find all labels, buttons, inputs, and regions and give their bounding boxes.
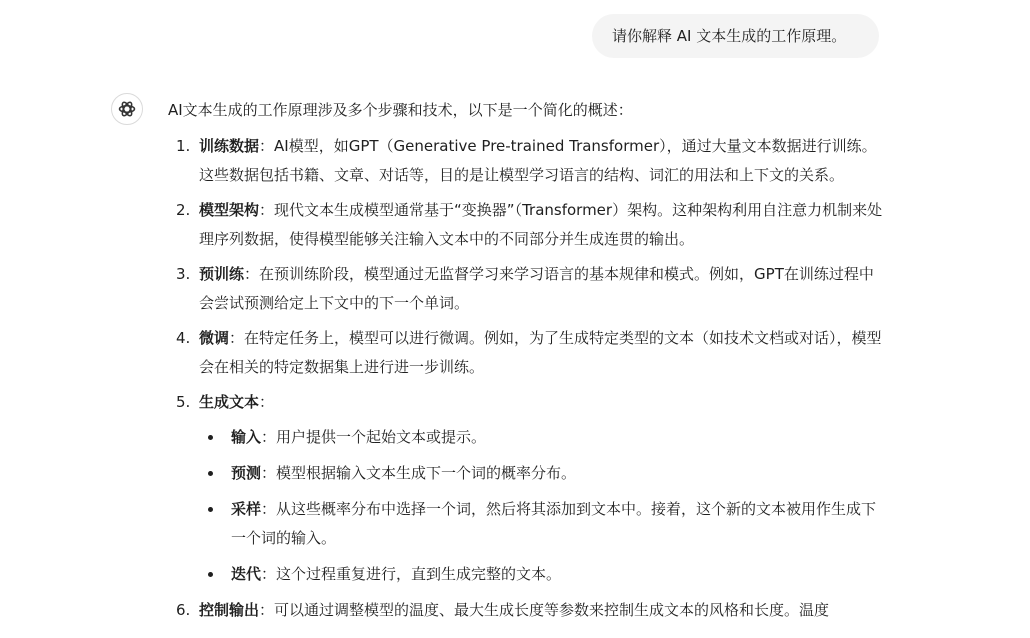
step-sep: ：: [259, 601, 275, 619]
step-number: 6.: [176, 601, 191, 619]
step-text: 可以通过调整模型的温度、最大生成长度等参数来控制生成文本的风格和长度。温度: [274, 601, 830, 619]
step-sep: ：: [244, 265, 260, 283]
sub-text: 从这些概率分布中选择一个词，然后将其添加到文本中。接着，这个新的文本被用作生成下一个词的输入。: [231, 500, 877, 547]
step-text: 在预训练阶段，模型通过无监督学习来学习语言的基本规律和模式。例如，GPT在训练过程中会尝试预测给定上下文中的下一个单词。: [199, 265, 874, 312]
list-item: [168, 596, 888, 625]
openai-logo-icon: [117, 99, 137, 119]
list-item: [168, 132, 888, 190]
sub-term: 迭代: [231, 565, 262, 583]
sub-sep: ：: [261, 565, 277, 583]
step-sep: ：: [259, 393, 275, 411]
sub-steps-list: [199, 423, 888, 589]
step-number: 4.: [176, 329, 191, 347]
step-text: 在特定任务上，模型可以进行微调。例如，为了生成特定类型的文本（如技术文档或对话），模型会在相关的特定数据集上进行进一步训练。: [199, 329, 882, 376]
sub-list-item: [199, 495, 888, 553]
step-term: 控制输出: [199, 601, 260, 619]
sub-term: 预测: [231, 464, 262, 482]
step-term: 生成文本: [199, 393, 260, 411]
sub-term: 输入: [231, 428, 262, 446]
step-number: 3.: [176, 265, 191, 283]
step-term: 模型架构: [199, 201, 260, 219]
sub-term: 采样: [231, 500, 262, 518]
steps-list: [168, 132, 888, 625]
step-number: 1.: [176, 137, 191, 155]
assistant-message: [168, 96, 888, 631]
step-text: AI模型，如GPT（Generative Pre-trained Transformer），通过大量文本数据进行训练。这些数据包括书籍、文章、对话等，目的是让模型学习语言的结构、词汇的用法和上下文的关系。: [199, 137, 877, 184]
list-item: [168, 324, 888, 382]
sub-text: 用户提供一个起始文本或提示。: [276, 428, 487, 446]
step-term: 微调: [199, 329, 230, 347]
sub-sep: ：: [261, 428, 277, 446]
sub-list-item: [199, 423, 888, 452]
assistant-avatar: [111, 93, 143, 125]
step-sep: ：: [229, 329, 245, 347]
step-term: 预训练: [199, 265, 245, 283]
list-item: [168, 260, 888, 318]
sub-text: 这个过程重复进行，直到生成完整的文本。: [276, 565, 562, 583]
step-sep: ：: [259, 201, 275, 219]
sub-sep: ：: [261, 464, 277, 482]
bullet-icon: [208, 435, 213, 440]
sub-list-item: [199, 459, 888, 488]
step-sep: ：: [259, 137, 275, 155]
list-item: [168, 388, 888, 589]
sub-list-item: [199, 560, 888, 589]
step-term: 训练数据: [199, 137, 260, 155]
assistant-intro: AI文本生成的工作原理涉及多个步骤和技术，以下是一个简化的概述：: [168, 101, 633, 119]
step-number: 5.: [176, 393, 191, 411]
sub-text: 模型根据输入文本生成下一个词的概率分布。: [276, 464, 577, 482]
sub-sep: ：: [261, 500, 277, 518]
bullet-icon: [208, 572, 213, 577]
step-text: 现代文本生成模型通常基于“变换器”（Transformer）架构。这种架构利用自注意力机制来处理序列数据，使得模型能够关注输入文本中的不同部分并生成连贯的输出。: [199, 201, 883, 248]
bullet-icon: [208, 471, 213, 476]
bullet-icon: [208, 507, 213, 512]
list-item: [168, 196, 888, 254]
step-number: 2.: [176, 201, 191, 219]
user-message-bubble: 请你解释 AI 文本生成的工作原理。: [592, 14, 879, 58]
